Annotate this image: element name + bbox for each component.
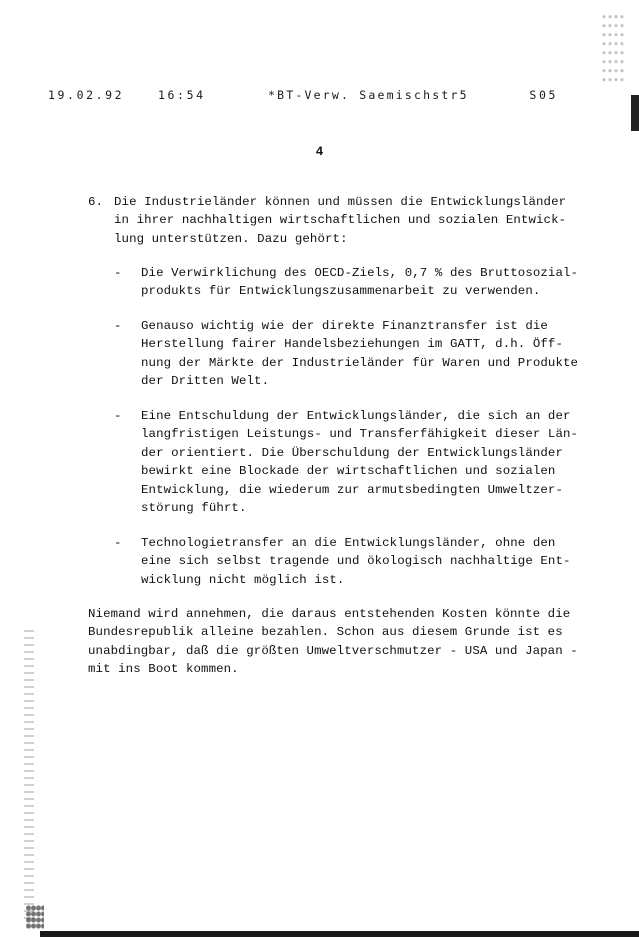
text-line: Genauso wichtig wie der direkte Finanztransfer ist die — [141, 319, 548, 333]
fax-date: 19.02.92 — [48, 88, 125, 102]
fax-header — [48, 88, 558, 104]
fax-time: 16:54 — [158, 88, 206, 102]
fax-sender: *BT-Verw. Saemischstr5 — [268, 88, 469, 102]
text-line: Eine Entschuldung der Entwicklungsländer, die sich an der — [141, 409, 571, 423]
text-line: Herstellung fairer Handelsbeziehungen im GATT, d.h. Öff- — [141, 337, 563, 352]
text-line: in ihrer nachhaltigen wirtschaftlichen und sozialen Entwick- — [114, 213, 567, 228]
bullet-marker: - — [114, 319, 122, 333]
page-number: 4 — [315, 145, 324, 159]
text-line: Niemand wird annehmen, die daraus entstehenden Kosten könnte die — [88, 607, 571, 621]
text-line: unabdingbar, daß die größten Umweltverschmutzer - USA und Japan - — [88, 643, 578, 658]
paragraph-body — [114, 193, 566, 248]
text-line: der orientiert. Die Überschuldung der Entwicklungsländer — [141, 445, 563, 460]
scan-edge-right — [631, 95, 639, 131]
text-line: langfristigen Leistungs- und Transferfähigkeit dieser Län- — [141, 427, 579, 442]
closing-paragraph — [88, 605, 578, 679]
fax-page-code: S05 — [529, 88, 558, 102]
text-line: der Dritten Welt. — [141, 374, 270, 389]
text-line: Entwicklung, die wiederum zur armutsbedingten Umweltzer- — [141, 482, 563, 497]
text-line: mit ins Boot kommen. — [88, 662, 239, 677]
bullet-marker: - — [114, 266, 122, 280]
text-line: Die Industrieländer können und müssen die Entwicklungsländer — [114, 195, 567, 209]
text-line: lung unterstützen. Dazu gehört: — [114, 231, 348, 246]
bullet-body — [141, 317, 578, 391]
scan-streak-left — [24, 630, 34, 920]
text-line: Die Verwirklichung des OECD-Ziels, 0,7 % des Bruttosozial- — [141, 266, 579, 280]
text-line: bewirkt eine Blockade der wirtschaftlichen und sozialen — [141, 464, 556, 479]
text-line: störung führt. — [141, 501, 247, 516]
bullet-marker: - — [114, 409, 122, 423]
scan-noise-bottom-left — [26, 905, 44, 929]
text-line: nung der Märkte der Industrieländer für Waren und Produkte — [141, 355, 579, 370]
bullet-body — [141, 264, 578, 301]
text-line: Bundesrepublik alleine bezahlen. Schon aus diesem Grunde ist es — [88, 625, 563, 640]
scan-edge-bottom — [40, 931, 639, 937]
paragraph-number: 6. — [88, 195, 104, 209]
text-line: eine sich selbst tragende und ökologisch nachhaltige Ent- — [141, 554, 571, 569]
text-line: wicklung nicht möglich ist. — [141, 572, 345, 587]
scan-noise-top-right — [601, 14, 625, 84]
bullet-marker: - — [114, 536, 122, 550]
bullet-body — [141, 407, 578, 517]
text-line: Technologietransfer an die Entwicklungsländer, ohne den — [141, 536, 556, 550]
text-line: produkts für Entwicklungszusammenarbeit zu verwenden. — [141, 284, 541, 299]
bullet-body — [141, 534, 571, 589]
